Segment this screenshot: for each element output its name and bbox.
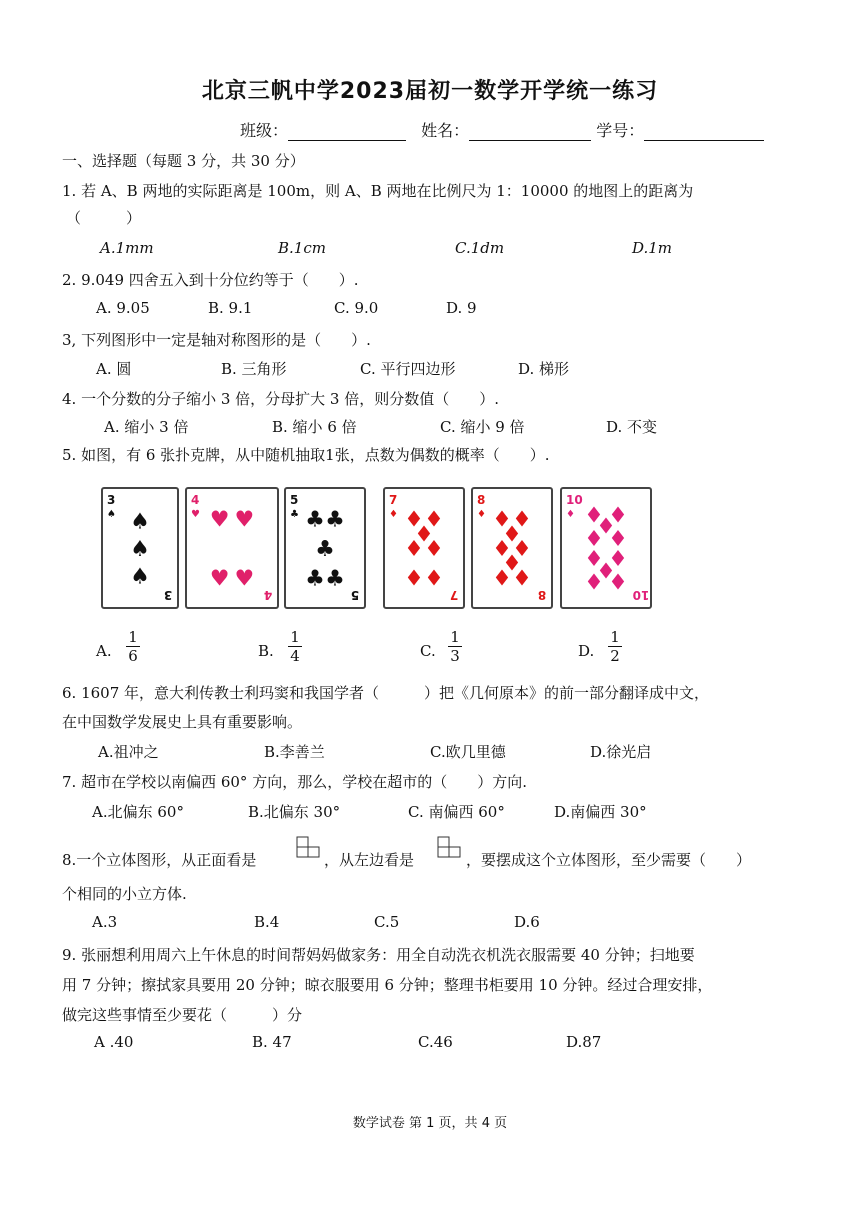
playing-card-5 xyxy=(284,487,366,609)
front-view-icon xyxy=(296,836,320,858)
card-pip: ♦ xyxy=(414,522,434,548)
card-rank-corner: 8 xyxy=(477,493,486,507)
card-pip: ♦ xyxy=(608,570,628,596)
card-pip: ♦ xyxy=(512,507,532,533)
q9-line3: 做完这些事情至少要花（ ）分 xyxy=(62,1006,303,1024)
left-view-icon xyxy=(437,836,461,858)
card-pip: ♣ xyxy=(325,566,345,592)
card-suit-corner: ♦ xyxy=(477,509,486,520)
card-pip: ♣ xyxy=(325,507,345,533)
q8-stem-part2: ，从左边看是 xyxy=(324,851,415,869)
card-pip: ♦ xyxy=(424,566,444,592)
page-title: 北京三帆中学2023届初一数学开学统一练习 xyxy=(201,79,659,104)
q1-paren: （ ） xyxy=(66,209,142,227)
q9-option-a: A .40 xyxy=(94,1033,134,1051)
q4-option-b: B. 缩小 6 倍 xyxy=(272,418,357,436)
q4-option-c: C. 缩小 9 倍 xyxy=(440,418,525,436)
q2-option-b: B. 9.1 xyxy=(208,299,253,317)
card-pip: ♠ xyxy=(130,537,150,562)
card-pip: ♦ xyxy=(512,537,532,562)
id-blank[interactable] xyxy=(644,122,764,141)
q1-option-d: D.1m xyxy=(632,239,673,257)
q6-option-d: D.徐光启 xyxy=(590,743,652,761)
q1-option-b: B.1cm xyxy=(278,239,326,257)
q8-stem-part3: ，要摆成这个立体图形，至少需要（ ） xyxy=(466,851,752,869)
q5-stem: 5. 如图，有 6 张扑克牌，从中随机抽取1张，点数为偶数的概率（ ）. xyxy=(62,446,550,464)
q1-stem: 1. 若 A、B 两地的实际距离是 100m，则 A、B 两地在比例尺为 1：10000 的地图上的距离为 xyxy=(62,182,694,200)
q9-option-d: D.87 xyxy=(566,1033,602,1051)
card-rank-corner-inverted: 10 xyxy=(632,588,650,602)
card-suit-corner: ♦ xyxy=(566,509,575,520)
card-pip: ♥ xyxy=(234,566,255,592)
fraction-numerator: 1 xyxy=(126,628,140,647)
q7-option-a: A.北偏东 60° xyxy=(92,803,184,821)
card-pip: ♦ xyxy=(584,527,604,553)
q6-option-a: A.祖冲之 xyxy=(98,743,159,761)
q4-option-a: A. 缩小 3 倍 xyxy=(104,418,189,436)
card-rank-corner: 10 xyxy=(566,493,583,507)
card-pip: ♥ xyxy=(209,507,230,533)
student-info-row xyxy=(240,118,764,141)
card-rank-corner-inverted: 3 xyxy=(163,588,173,602)
card-suit-corner: ♠ xyxy=(107,509,116,520)
q8-stem-continued: 个相同的小立方体. xyxy=(62,885,187,903)
fraction-denominator: 4 xyxy=(290,647,300,665)
card-rank-corner: 5 xyxy=(290,493,299,507)
card-pip: ♦ xyxy=(608,527,628,553)
card-pip: ♦ xyxy=(608,503,628,529)
q8-option-c: C.5 xyxy=(374,913,400,931)
q5-option-b-fraction xyxy=(288,628,302,665)
card-rank-corner: 7 xyxy=(389,493,398,507)
q3-stem: 3, 下列图形中一定是轴对称图形的是（ ）. xyxy=(62,331,371,349)
card-pip: ♦ xyxy=(424,507,444,533)
card-pip: ♦ xyxy=(404,566,424,592)
q5-option-d-fraction xyxy=(608,628,622,665)
q2-option-c: C. 9.0 xyxy=(334,299,379,317)
card-rank-corner-inverted: 4 xyxy=(263,588,273,602)
q2-stem: 2. 9.049 四舍五入到十分位约等于（ ）. xyxy=(62,271,359,289)
card-pip: ♦ xyxy=(502,551,522,577)
card-pip: ♦ xyxy=(596,559,616,585)
q5-option-d-letter: D. xyxy=(578,642,595,660)
q5-option-b-letter: B. xyxy=(258,642,274,660)
card-pip: ♦ xyxy=(404,507,424,533)
q2-option-d: D. 9 xyxy=(446,299,477,317)
q8-option-a: A.3 xyxy=(92,913,118,931)
name-label: 姓名： xyxy=(421,121,470,140)
q9-option-b: B. 47 xyxy=(252,1033,292,1051)
q6-stem-continued: 在中国数学发展史上具有重要影响。 xyxy=(62,713,303,731)
playing-card-10 xyxy=(560,487,652,609)
card-pip: ♠ xyxy=(130,564,150,590)
card-pip: ♦ xyxy=(596,514,616,540)
card-pip: ♠ xyxy=(130,509,150,535)
card-pip: ♦ xyxy=(492,507,512,533)
q3-option-d: D. 梯形 xyxy=(518,360,570,378)
q5-option-c-fraction xyxy=(448,628,462,665)
playing-card-7 xyxy=(383,487,465,609)
q6-option-b: B.李善兰 xyxy=(264,743,325,761)
q6-stem: 6. 1607 年，意大利传教士利玛窦和我国学者（ ）把《几何原本》的前一部分翻译成中文， xyxy=(62,684,710,702)
card-suit-corner: ♦ xyxy=(389,509,398,520)
q7-option-b: B.北偏东 30° xyxy=(248,803,341,821)
name-blank[interactable] xyxy=(469,122,591,141)
card-rank-corner: 3 xyxy=(107,493,116,507)
class-blank[interactable] xyxy=(288,122,406,141)
card-suit-corner: ♥ xyxy=(191,509,200,520)
fraction-numerator: 1 xyxy=(448,628,462,647)
card-pip: ♣ xyxy=(305,566,325,592)
q9-line2: 用 7 分钟；擦拭家具要用 20 分钟；晾衣服要用 6 分钟；整理书柜要用 10 分钟。经过合理安排， xyxy=(62,976,713,994)
q3-option-a: A. 圆 xyxy=(96,360,132,378)
playing-card-8 xyxy=(471,487,553,609)
card-pip: ♦ xyxy=(424,537,444,562)
section-heading: 一、选择题（每题 3 分，共 30 分） xyxy=(62,152,305,170)
card-pip: ♣ xyxy=(315,537,335,562)
card-pip: ♥ xyxy=(234,507,255,533)
q5-option-a-letter: A. xyxy=(96,642,112,660)
card-pip: ♣ xyxy=(305,507,325,533)
class-label: 班级： xyxy=(240,121,289,140)
card-rank-corner: 4 xyxy=(191,493,200,507)
card-pip: ♦ xyxy=(404,537,424,562)
card-pip: ♦ xyxy=(584,503,604,529)
q5-option-c-letter: C. xyxy=(420,642,436,660)
playing-card-4 xyxy=(185,487,279,609)
fraction-denominator: 6 xyxy=(128,647,138,665)
q5-option-a-fraction xyxy=(126,628,140,665)
card-suit-corner: ♣ xyxy=(290,509,299,520)
page-footer: 数学试卷 第 1 页，共 4 页 xyxy=(352,1116,508,1131)
card-pip: ♦ xyxy=(492,537,512,562)
fraction-denominator: 3 xyxy=(450,647,460,665)
q3-option-c: C. 平行四边形 xyxy=(360,360,456,378)
fraction-numerator: 1 xyxy=(288,628,302,647)
q9-line1: 9. 张丽想利用周六上午休息的时间帮妈妈做家务：用全自动洗衣机洗衣服需要 40 分钟；扫地要 xyxy=(62,946,695,964)
q8-stem-part1: 8.一个立体图形，从正面看是 xyxy=(62,851,257,869)
card-rank-corner-inverted: 8 xyxy=(537,588,547,602)
q2-option-a: A. 9.05 xyxy=(96,299,150,317)
q8-option-b: B.4 xyxy=(254,913,280,931)
q7-option-c: C. 南偏西 60° xyxy=(408,803,505,821)
card-rank-corner-inverted: 7 xyxy=(449,588,459,602)
q3-option-b: B. 三角形 xyxy=(221,360,287,378)
card-pip: ♥ xyxy=(209,566,230,592)
card-rank-corner-inverted: 5 xyxy=(350,588,360,602)
playing-card-3 xyxy=(101,487,179,609)
q7-option-d: D.南偏西 30° xyxy=(554,803,647,821)
q7-stem: 7. 超市在学校以南偏西 60° 方向，那么，学校在超市的（ ）方向. xyxy=(62,773,527,791)
card-pip: ♦ xyxy=(584,570,604,596)
card-pip: ♦ xyxy=(512,566,532,592)
card-pip: ♦ xyxy=(502,522,522,548)
card-pip: ♦ xyxy=(584,546,604,572)
q4-option-d: D. 不变 xyxy=(606,418,658,436)
card-pip: ♦ xyxy=(608,546,628,572)
fraction-denominator: 2 xyxy=(610,647,620,665)
q9-option-c: C.46 xyxy=(418,1033,453,1051)
q1-option-a: A.1mm xyxy=(100,239,154,257)
q4-stem: 4. 一个分数的分子缩小 3 倍，分母扩大 3 倍，则分数值（ ）. xyxy=(62,390,500,408)
id-label: 学号： xyxy=(596,121,645,140)
q1-option-c: C.1dm xyxy=(455,239,505,257)
q6-option-c: C.欧几里德 xyxy=(430,743,506,761)
fraction-numerator: 1 xyxy=(608,628,622,647)
q8-option-d: D.6 xyxy=(514,913,540,931)
card-pip: ♦ xyxy=(492,566,512,592)
